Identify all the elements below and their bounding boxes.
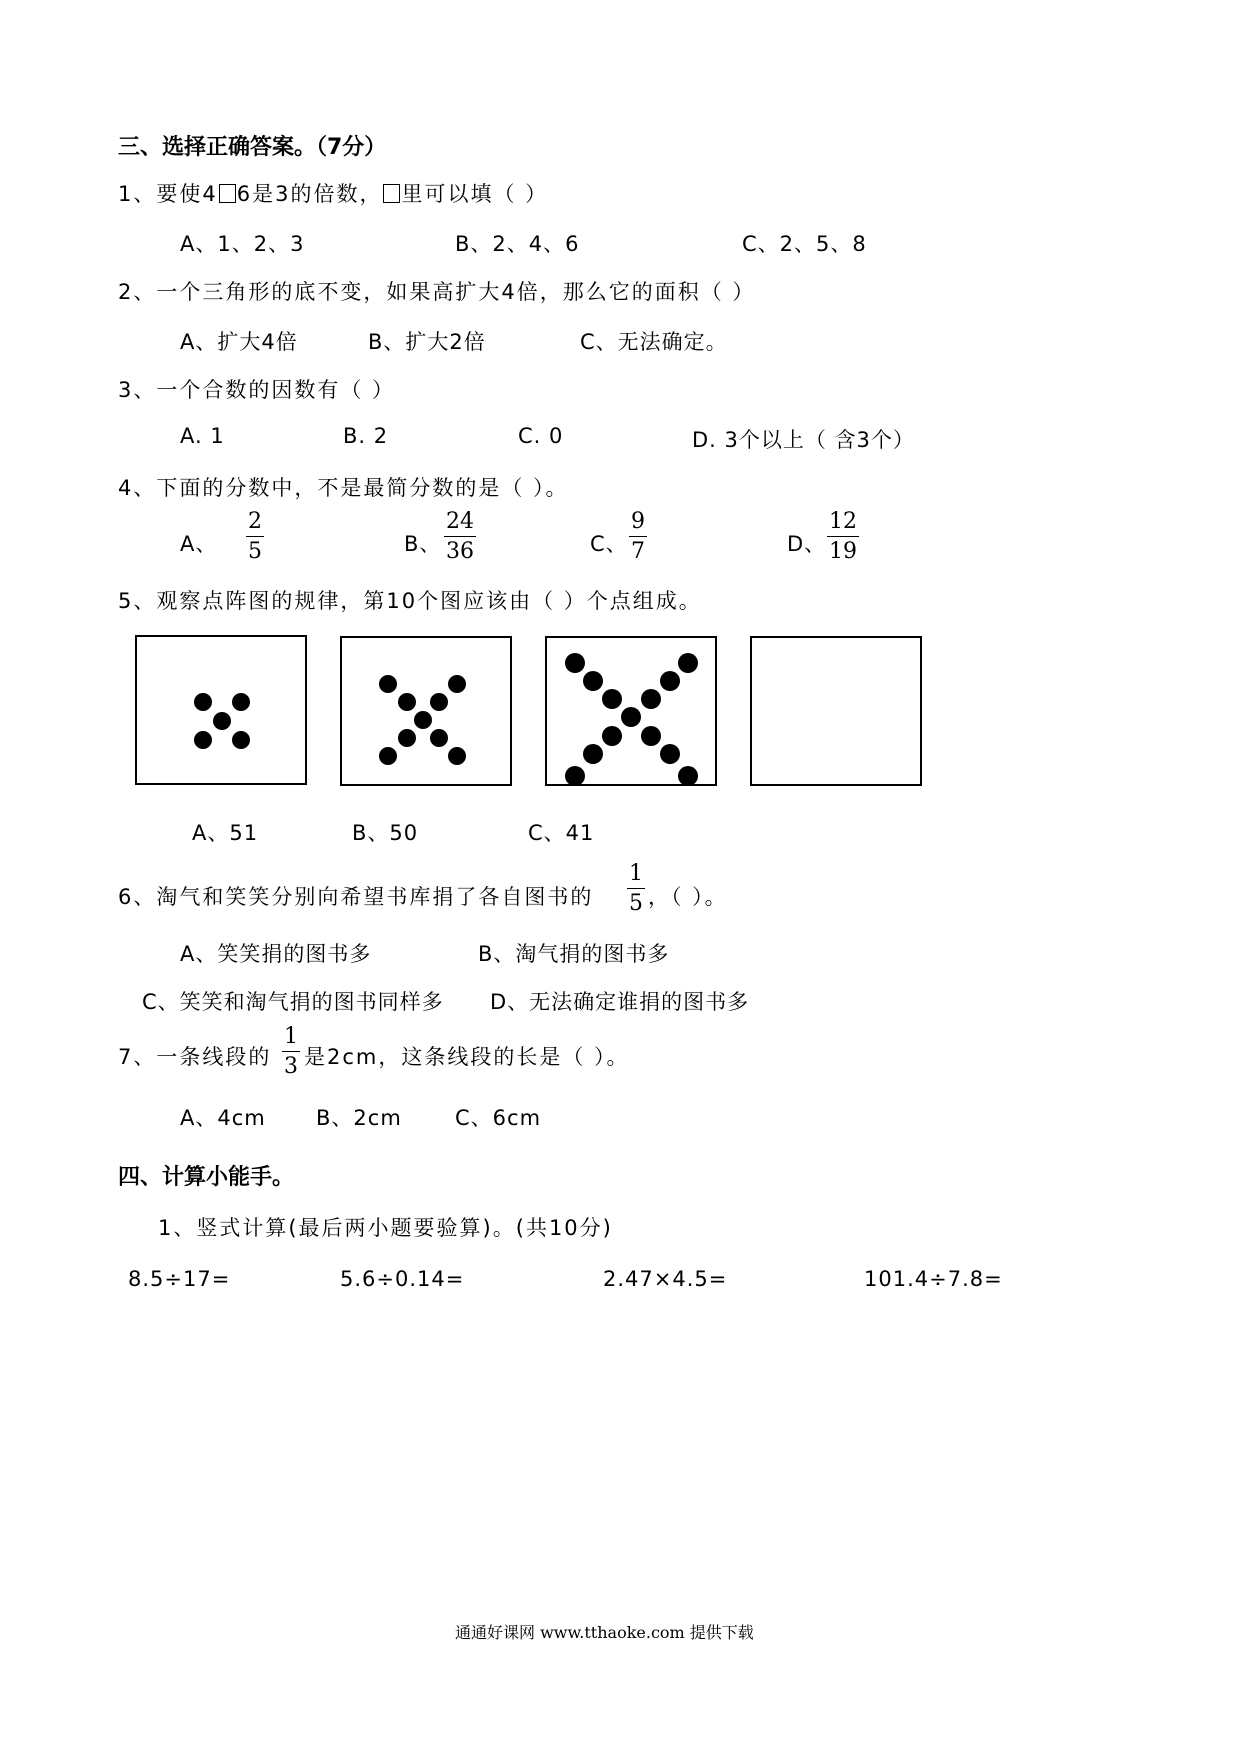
dot-icon: [660, 744, 680, 764]
fraction-numerator: 12: [829, 509, 857, 534]
q7-option-b: B、2cm: [316, 1106, 402, 1130]
q5-option-a: A、51: [192, 821, 259, 845]
question-1-mid: 6是3的倍数，: [236, 182, 383, 206]
q1-option-b: B、2、4、6: [455, 232, 580, 256]
dot-icon: [602, 726, 622, 746]
section-4-subtitle: 1、竖式计算(最后两小题要验算)。(共10分): [158, 1216, 613, 1240]
dot-icon: [430, 693, 448, 711]
question-7-post: 是2cm，这条线段的长是（ ）。: [304, 1045, 630, 1069]
section-4-title: 四、计算小能手。: [118, 1165, 295, 1190]
dot-icon: [398, 693, 416, 711]
calc-problem-2: 5.6÷0.14=: [340, 1267, 465, 1291]
dot-icon: [678, 766, 698, 786]
q7-option-c: C、6cm: [455, 1106, 542, 1130]
dot-icon: [641, 726, 661, 746]
fraction-numerator: 1: [284, 1024, 298, 1049]
question-6-post: ，（ ）。: [648, 885, 728, 909]
q4-option-a-label: A、: [180, 532, 218, 556]
question-5: 5、观察点阵图的规律，第10个图应该由（ ）个点组成。: [118, 589, 702, 613]
dot-icon: [583, 671, 603, 691]
question-1: [118, 178, 548, 208]
question-4: 4、下面的分数中，不是最简分数的是（ ）。: [118, 476, 569, 500]
q3-option-d: D. 3个以上（ 含3个）: [692, 428, 915, 452]
q3-option-a: A. 1: [180, 424, 225, 448]
q6-option-b: B、淘气捐的图书多: [478, 942, 670, 966]
dot-icon: [583, 744, 603, 764]
dot-icon: [194, 731, 212, 749]
dot-icon: [448, 747, 466, 765]
q3-option-b: B. 2: [343, 424, 389, 448]
fraction-numerator: 24: [446, 509, 474, 534]
q3-option-c: C. 0: [518, 424, 564, 448]
dot-icon: [602, 689, 622, 709]
question-7-fraction: [282, 1026, 300, 1078]
fraction-denominator: 3: [284, 1054, 298, 1079]
q5-option-c: C、41: [528, 821, 595, 845]
dot-icon: [414, 711, 432, 729]
q6-option-c: C、笑笑和淘气捐的图书同样多: [142, 990, 444, 1014]
q2-option-b: B、扩大2倍: [368, 330, 486, 354]
question-1-post: 里可以填（ ）: [401, 182, 549, 206]
dot-icon: [379, 675, 397, 693]
question-7-pre: 7、一条线段的: [118, 1045, 272, 1069]
section-3-title: 三、选择正确答案。（7分）: [118, 135, 387, 160]
q7-option-a: A、4cm: [180, 1106, 266, 1130]
dot-icon: [194, 693, 212, 711]
dot-icon: [641, 689, 661, 709]
q1-option-a: A、1、2、3: [180, 232, 305, 256]
q4-option-d-fraction: [827, 511, 859, 563]
dot-icon: [565, 766, 585, 786]
fraction-numerator: 1: [629, 861, 643, 886]
dot-pattern-panel-3: [545, 636, 717, 786]
question-6-pre: 6、淘气和笑笑分别向希望书库捐了各自图书的: [118, 885, 594, 909]
dot-icon: [232, 731, 250, 749]
calc-problem-1: 8.5÷17=: [128, 1267, 231, 1291]
question-2: 2、一个三角形的底不变，如果高扩大4倍，那么它的面积（ ）: [118, 280, 756, 304]
dot-pattern-panel-2: [340, 636, 512, 786]
fraction-denominator: 5: [248, 539, 262, 564]
dot-icon: [678, 653, 698, 673]
dot-pattern-panel-4-empty: [750, 636, 922, 786]
calc-problem-3: 2.47×4.5=: [603, 1267, 728, 1291]
dot-icon: [565, 653, 585, 673]
question-3: 3、一个合数的因数有（ ）: [118, 378, 396, 402]
dot-icon: [621, 707, 641, 727]
q6-option-a: A、笑笑捐的图书多: [180, 942, 372, 966]
fraction-denominator: 7: [631, 539, 645, 564]
q4-option-c-fraction: [629, 511, 647, 563]
fraction-denominator: 19: [829, 539, 857, 564]
fraction-denominator: 36: [446, 539, 474, 564]
question-6-fraction: [627, 863, 645, 915]
dot-icon: [379, 747, 397, 765]
q4-option-d-label: D、: [787, 532, 827, 556]
q4-option-a-fraction: [246, 511, 264, 563]
q4-option-b-fraction: [444, 511, 476, 563]
dot-icon: [430, 729, 448, 747]
blank-box-icon: [383, 184, 400, 203]
fraction-denominator: 5: [629, 891, 643, 916]
fraction-numerator: 2: [248, 509, 262, 534]
page-footer: 通通好课网 www.tthaoke.com 提供下载: [455, 1623, 754, 1642]
q4-option-b-label: B、: [404, 532, 442, 556]
dot-icon: [232, 693, 250, 711]
fraction-numerator: 9: [631, 509, 645, 534]
dot-pattern-panel-1: [135, 635, 307, 785]
q5-option-b: B、50: [352, 821, 419, 845]
q4-option-c-label: C、: [590, 532, 628, 556]
q2-option-a: A、扩大4倍: [180, 330, 298, 354]
q2-option-c: C、无法确定。: [580, 330, 728, 354]
dot-icon: [213, 712, 231, 730]
dot-icon: [448, 675, 466, 693]
dot-icon: [398, 729, 416, 747]
q6-option-d: D、无法确定谁捐的图书多: [490, 990, 750, 1014]
blank-box-icon: [219, 184, 236, 203]
q1-option-c: C、2、5、8: [742, 232, 867, 256]
question-1-pre: 1、要使4: [118, 182, 218, 206]
dot-icon: [660, 671, 680, 691]
calc-problem-4: 101.4÷7.8=: [864, 1267, 1003, 1291]
